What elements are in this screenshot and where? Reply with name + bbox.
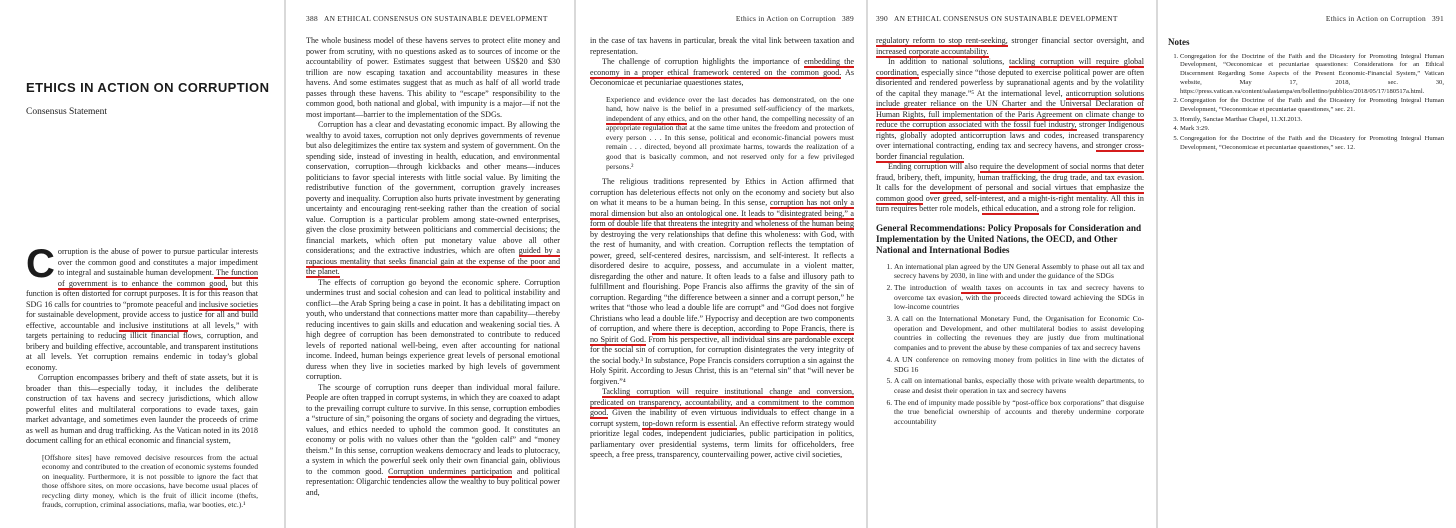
underlined-text: inclusive institutions — [119, 320, 189, 330]
page-1-body — [26, 242, 258, 516]
running-head-text: Ethics in Action on Corruption — [735, 14, 836, 23]
paragraph — [590, 57, 854, 89]
text-run: From his perspective, all individual sins are pardonable except for the social sin of corruption, for corruption disintegrates the very integrity of the social body.³ In substance, Pope Francis considers corruption a sin against the Holy Spirit. According to Jesus Christ, this is an “eternal sin” that “will never be forgiven.”⁴ — [590, 334, 854, 386]
paragraph: The effects of corruption go beyond the economic sphere. Corruption undermines trust and social cohesion and can lead to political instability and conflict—the Arab Spring being a case in point. It has a debilitating impact on youth, who understand that connections matter more than capability—thereby reducing incentives to gain skills and education and weakening social ties. A high degree of corruption has been demonstrated to contribute to reduced levels of reported national well-being, even after accounting for national income. Indeed, human beings experience great levels of personal emotional duress when they live in societies marked by high levels of government corruption. — [306, 277, 560, 381]
list-item — [894, 283, 1144, 312]
list-item — [894, 355, 1144, 374]
underlined-text: regulatory reform to stop rent-seeking, — [876, 36, 1008, 45]
drop-cap: C — [26, 242, 55, 286]
underlined-text: require the development of social norms that deter — [979, 162, 1144, 171]
block-quote — [606, 95, 854, 172]
text-run: The challenge of corruption highlights the importance of — [602, 57, 805, 66]
running-head-text: AN ETHICAL CONSENSUS ON SUSTAINABLE DEVELOPMENT — [324, 14, 548, 23]
text-run: A UN conference on removing money from politics in line with the dictates of SDG 16 — [894, 354, 1144, 374]
text-run: The end of impunity made possible by “post-office box corporations” that disguise the true beneficial ownership of accounts and thereby undermine corporate accountability — [894, 397, 1144, 427]
notes-heading: Notes — [1168, 37, 1190, 47]
text-run: fraud, bribery, theft, impunity, human trafficking, the drug trade, and tax evasion. It calls for the — [876, 172, 1144, 192]
note-item: 4. Mark 3:29. — [1180, 125, 1444, 134]
page-3 — [576, 0, 866, 528]
running-head — [306, 14, 548, 23]
running-head — [736, 14, 854, 23]
section-heading: General Recommendations: Policy Proposals for Consideration and Implementation by the United Nations, the OECD, and Other National and International Bodies — [876, 222, 1142, 255]
notes-list — [1168, 53, 1444, 153]
underlined-text: embedding the economy in a proper ethical framework centered on the common good. — [590, 57, 855, 77]
page-2 — [286, 0, 574, 528]
underlined-text: wealth taxes — [961, 282, 1002, 292]
paragraph: Corruption encompasses bribery and theft of state assets, but it is broader than this—especially today, it includes the deliberate construction of tax havens and secrecy jurisdictions, which allow powerful elites and multilateral corporations to evade taxes, gain market advantage, and sometimes even launder the proceeds of crime as well as human and drug trafficking. As the Vatican noted in its 2018 document calling for an ethical economic and financial system, — [26, 373, 258, 445]
text-run: Corruption has a clear and devastating economic impact. By allowing the wealthy to avoid taxes, corruption not only deprives governments of revenue but also delegitimizes the entire tax system and system of government. On the spending side, instead of investing in health, education, and environmental conservation, corruption—through kickbacks and other means—induces politicians to favor special interests with little social value. By limiting the redistributive function of the government, corruption gravely increases poverty and inequality. Corruption also hurts private investment by generating uncertainty and encouraging rent-seeking rather than the creation of social value. Corruption is a particular problem among state-owned enterprises, given the close proximity between politicians and commercial decisions; the financial markets, which often put monetary value above all other considerations; and the extractive industries, which are often — [306, 120, 560, 255]
underlined-text: stronger cross-border financial regulation. — [876, 141, 1144, 161]
text-run: by destroying the very relationships that define this wholeness: with God, with the rest of humanity, and with creation. Corruption reflects the temptation of power, greed, self-centered desires, narcissism, and self-interest. It reflects a disordered desire to acquire, possess, and accumulate in a violent matter, disregarding the other and nature. It often leads to a false and illusory path to fulfillment and flourishing. Pope Francis also affirms the gravity of the sin of corruption. Regarding “the difference between a sinner and a corrupt person,” he writes that “those who lead a double life are corrupt” and “God does not forgive Christians who lead a double life.” Hypocrisy and deception are two components of corruption, and — [590, 229, 854, 334]
underlined-text: The function of government is to enhance the common good, — [57, 268, 258, 288]
paragraph — [876, 162, 1144, 215]
page-number: 388 — [306, 14, 318, 23]
text-run: In addition to national solutions, — [888, 57, 1010, 66]
text-run: but this function is often distorted for corrupt purposes. It is for this reason that SDG 16 calls for countries to “promote peaceful and — [26, 278, 258, 309]
text-run: A call on international banks, especially those with private wealth departments, to cease and desist their operation in tax and secrecy havens — [894, 376, 1144, 395]
text-run: An effective reform strategy would prioritize legal codes, independent judiciaries, public participation in politics, parliamentary over presidential systems, term limits for officeholders, free speech, a free press, transparency, countervailing power, active civil societies, — [590, 418, 854, 460]
chapter-title: ETHICS IN ACTION ON CORRUPTION — [26, 80, 270, 95]
running-head — [876, 14, 1118, 23]
page-5-body — [1168, 38, 1444, 153]
text-run: stronger Indigenous rights, globally adopted anticorruption laws and codes, increased transparency over international contracting, ending tax and secrecy havens, and — [876, 120, 1144, 150]
underlined-text: anticorruption solutions include greater reliance on the UN Charter and the Universal Declaration of Human Rights, full implementation of the Paris Agreement on climate change to reduce the corruption associated with the fossil fuel industry, — [876, 88, 1144, 129]
text-run: The scourge of corruption runs deeper than individual moral failure. People are often trapped in corrupt systems, in which they are coaxed to adapt to the prevailing corrupt culture to survive. In this sense, corruption embodies a “structure of sin,” poisoning the organs of society and degrading the virtues, values, and ethics needed to uphold the common good. It constitutes an economy or polis with no values other than the “golden calf” and “money theism.” In this sense, corruption weakens democracy and leads to plutocracy, a system in which the powerful seek only their own financial gain, oblivious to the common good. — [306, 382, 560, 476]
running-head — [1326, 14, 1444, 23]
underlined-text: Tackling corruption will require institutional change and conversion, predicated on transparency, accountability, and a commitment to the common good. — [590, 387, 854, 418]
text-run: Experience and evidence over the last decades has demonstrated, on the one hand, how naive is the belief in a presumed self-sufficiency of the markets, — [606, 94, 854, 114]
page-5 — [1158, 0, 1456, 528]
text-run: stronger financial sector oversight, and — [1007, 36, 1144, 45]
note-item: 3. Homily, Sanctae Marthae Chapel, 11.XI.2013. — [1180, 116, 1444, 125]
paragraph — [26, 242, 258, 373]
paragraph — [876, 57, 1144, 162]
text-run: The religious traditions represented by Ethics in Action affirmed that corruption has deleterious effects not only on the economy and society but also on what it means to be a human being. In this sense, — [590, 177, 854, 208]
underlined-text: where there is deception, according to Pope Francis, there is no Spirit of God. — [590, 324, 854, 344]
text-run: over greed, self-interest, and a might-is-right mentality. All this in turn requires better role models, — [876, 193, 1144, 213]
block-quote: [Offshore sites] have removed decisive resources from the actual economy and contributed to the creation of economic systems founded on inequality. Furthermore, it is not possible to ignore the fact that those offshore sites, on more occasions, have become usual places of recycling dirty money, which is the fruit of illicit income (thefts, frauds, corruption, criminal associations, mafia, war booties, etc.).¹ — [42, 452, 258, 510]
text-run: A call on the International Monetary Fund, the Organisation for Economic Co-operation and Development, and other multilateral bodies to assist developing countries in collecting the revenues they are justly due from multinational companies and to prevent the abuse by these companies of tax and secrecy havens — [894, 314, 1144, 353]
underlined-text: guided by a rapacious mentality that seeks financial gain at the expense of the poor and the planet. — [306, 246, 560, 276]
list-item — [894, 376, 1144, 395]
paragraph: The whole business model of these havens serves to protect elite money and power from scrutiny, with no questions asked as to sources of income or the accountability of power. Estimates suggest that between US$20 and $30 trillion are now escaping taxation and accountability measures in these havens. And some estimates suggest that as much as half of all world trade passes through these havens. This ability to “escape” responsibility to the common good, both national and global, with impunity is a major—if not the most important—barrier to the implementation of the SDGs. — [306, 36, 560, 119]
page-number: 389 — [842, 14, 854, 23]
page-4 — [868, 0, 1156, 528]
text-run: for sustainable development, provide access to justice for all and build effective, accountable and — [26, 310, 258, 330]
underlined-text: top-down reform is essential. — [642, 418, 738, 428]
text-run: The introduction of — [894, 282, 962, 292]
list-item — [894, 262, 1144, 281]
text-run: An international plan agreed by the UN General Assembly to phase out all tax and secrecy havens by 2030, in line with and under the guidance of the SDGs — [894, 261, 1144, 281]
paragraph: in the case of tax havens in particular, break the vital link between taxation and representation. — [590, 36, 854, 56]
text-run: at all levels,” with targets pertaining to reducing illicit financial flows, corruption, and bribery and building effective, accountable, and transparent institutions at all levels. Yet corruption remains endemic in today’s global economy. — [26, 320, 258, 372]
text-run: and a strong role for religion. — [1038, 204, 1136, 213]
list-item — [894, 314, 1144, 353]
page-2-body — [306, 36, 560, 498]
text-run: and political representation: Oligarchic tendencies allow the wealthy to buy political power and, — [306, 466, 560, 497]
paragraph — [876, 36, 1144, 57]
text-run: and on the other hand, the compelling necessity of an appropriate regulation that at the same time unites the freedom and protection of every person . . . In this sense, political and economic-financial powers must remain . . . directed, beyond all proximate harms, towards the realization of a good that is basically common, and not reserved only for a few privileged persons.² — [606, 113, 854, 171]
page-1 — [0, 0, 284, 528]
text-run: especially since “those deputed to exercise political power are often disoriented and rendered powerless by supranational agents and by the volatility of the capital they manage.”⁵ At the international level, — [876, 67, 1144, 98]
note-item: 5. Congregation for the Doctrine of the Faith and the Dicastery for Promoting Integral Human Development, “Oeconomicae et pecuniariae quaestiones,” sec. 12. — [1180, 135, 1444, 152]
running-head-text: AN ETHICAL CONSENSUS ON SUSTAINABLE DEVELOPMENT — [894, 14, 1118, 23]
underlined-text: tackling corruption will require global coordination, — [876, 57, 1144, 77]
running-head-text: Ethics in Action on Corruption — [1325, 14, 1426, 23]
note-item: 2. Congregation for the Doctrine of the Faith and the Dicastery for Promoting Integral Human Development, “Oeconomicae et pecuniariae quaestiones,” sec. 21. — [1180, 97, 1444, 114]
page-4-body — [876, 36, 1144, 429]
paragraph — [306, 383, 560, 499]
text-run: orruption is the abuse of power to pursue particular interests over the common good and constitutes a major impediment to integral and sustainable human development. — [57, 247, 258, 277]
underlined-text: inclusive societies — [198, 299, 258, 309]
chapter-subtitle: Consensus Statement — [26, 107, 108, 117]
list-item — [894, 398, 1144, 427]
page-number: 391 — [1432, 14, 1444, 23]
page-number: 390 — [876, 14, 888, 23]
text-run: Ending corruption will also — [888, 162, 980, 171]
text-run: As Oeconomicae et pecuniariae quaestiones states, — [590, 67, 854, 87]
text-run: on accounts in tax and secrecy havens to overcome tax evasion, with the proceeds directed toward achieving the SDGs in low-income countries — [894, 282, 1144, 312]
paragraph — [306, 120, 560, 278]
underlined-text: independent of any ethics, — [606, 113, 687, 123]
underlined-text: increased corporate accountability. — [876, 46, 989, 56]
note-item: 1. Congregation for the Doctrine of the Faith and the Dicastery for Promoting Integral Human Development, “Oeconomicae et pecuniariae quaestiones: Considerations for an Ethical Discernment Regarding Some Aspects of the Present Economic-Financial System,” Vatican website, May 17, 2018, sec. 30, https://press.vatican.va/content/salastampa/en/bollettino/pubblico/2018/05/17/180517a.html. — [1180, 53, 1444, 97]
paragraph — [590, 177, 854, 387]
underlined-text: Corruption undermines participation — [388, 466, 513, 476]
paragraph — [590, 387, 854, 461]
underlined-text: development of personal and social virtues that emphasize the common good — [876, 183, 1144, 203]
underlined-text: ethical education, — [981, 204, 1039, 213]
recommendations-list — [876, 262, 1144, 427]
page-3-body — [590, 36, 854, 461]
text-run: Given the inability of even virtuous individuals to effect change in a corrupt system, — [590, 408, 854, 428]
underlined-text: corruption has not only a moral dimension but also an ontological one. It leads to “disintegrated being,” a form of double life that threatens the integrity and wholeness of the human being — [590, 198, 854, 229]
